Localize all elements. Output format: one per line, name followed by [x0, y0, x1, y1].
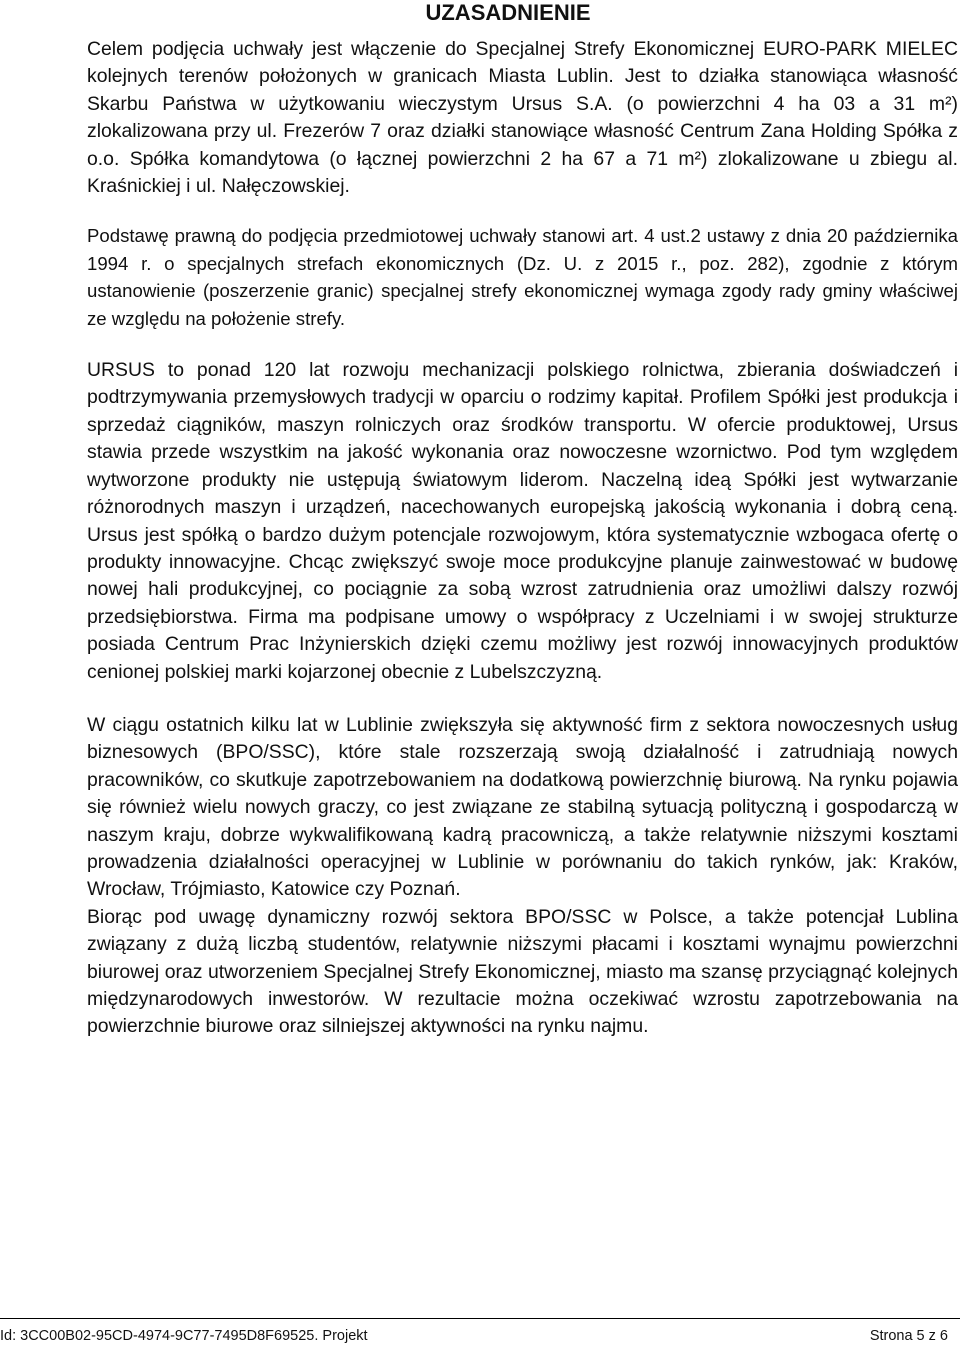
paragraph-legal-basis: Podstawę prawną do podjęcia przedmiotowej uchwały stanowi art. 4 ust.2 ustawy z dnia 20 października 1994 r. o specjalnych strefach ekonomicznych (Dz. U. z 2015 r., poz. 282), zgodnie z którym ustanowienie (poszerzenie granic) specjalnej strefy ekonomicznej wymaga zgody rady gminy właściwej ze względu na położenie strefy. [87, 225, 958, 329]
page-footer [0, 1318, 960, 1344]
paragraph-ursus: URSUS to ponad 120 lat rozwoju mechanizacji polskiego rolnictwa, zbierania doświadczeń i podtrzymywania przemysłowych tradycji w oparciu o rodzimy kapitał. Profilem Spółki jest produkcja i sprzedaż ciągników, maszyn rolniczych oraz środków transportu. W ofercie produktowej, Ursus stawia przede wszystkim na jakość wykonania oraz nowoczesne wzornictwo. Pod tym względem wytworzone produkty nie ustępują światowym liderom. Naczelną ideą Spółki jest wytwarzanie różnorodnych maszyn i urządzeń, nacechowanych europejską jakością wykonania i dobrą ceną. Ursus jest spółką o bardzo dużym potencjale rozwojowym, która systematycznie wzbogaca ofertę o produkty innowacyjne. Chcąc zwiększyć swoje moce produkcyjne planuje zainwestować w budowę nowej hali produkcyjnej, co pociągnie za sobą wzrost zatrudnienia oraz umożliwi dalszy rozwój przedsiębiorstwa. Firma ma podpisane umowy o współpracy z Uczelniami i w swojej strukturze posiada Centrum Prac Inżynierskich dzięki czemu możliwy jest rozwój innowacyjnych produktów cenionej polskiej marki kojarzonej obecnie z Lubelszczyzną. [87, 359, 958, 683]
page-number: Strona 5 z 6 [869, 1328, 948, 1344]
document-id: Id: 3CC00B02-95CD-4974-9C77-7495D8F69525. Projekt [0, 1328, 368, 1344]
document-body [87, 36, 958, 1041]
paragraph-purpose: Celem podjęcia uchwały jest włączenie do Specjalnej Strefy Ekonomicznej EURO-PARK MIELEC kolejnych terenów położonych w granicach Miasta Lublin. Jest to działka stanowiąca własność Skarbu Państwa w użytkowaniu wieczystym Ursus S.A. (o powierzchni 4 ha 03 a 31 m²) zlokalizowana przy ul. Frezerów 7 oraz działki stanowiące własność Centrum Zana Holding Spółka z o.o. Spółka komandytowa (o łącznej powierzchni 2 ha 67 a 71 m²) zlokalizowane u zbiegu al. Kraśnickiej i ul. Nałęczowskiej. [87, 38, 958, 198]
paragraph-bpo-market: W ciągu ostatnich kilku lat w Lublinie zwiększyła się aktywność firm z sektora nowoczesnych usług biznesowych (BPO/SSC), które stale rozszerzają swoją działalność i zatrudniają nowych pracowników, co skutkuje zapotrzebowaniem na dodatkową powierzchnię biurową. Na rynku pojawia się również wielu nowych graczy, co jest związane ze stabilną sytuacją polityczną i gospodarczą w naszym kraju, dobrze wykwalifikowaną kadrą pracowniczą, a także relatywnie niższymi kosztami prowadzenia działalności operacyjnej w Lublinie w porównaniu do takich rynków, jak: Kraków, Wrocław, Trójmiasto, Katowice czy Poznań. [87, 713, 958, 901]
document-title: UZASADNIENIE [425, 0, 591, 25]
paragraph-bpo-potential: Biorąc pod uwagę dynamiczny rozwój sektora BPO/SSC w Polsce, a także potencjał Lublina związany z dużą liczbą studentów, relatywnie niższymi płacami i kosztami wynajmu powierzchni biurowej oraz utworzeniem Specjalnej Strefy Ekonomicznej, miasto ma szansę przyciągnąć kolejnych międzynarodowych inwestorów. W rezultacie można oczekiwać wzrostu zapotrzebowania na powierzchnie biurowe oraz silniejszej aktywności na rynku najmu. [87, 905, 958, 1038]
